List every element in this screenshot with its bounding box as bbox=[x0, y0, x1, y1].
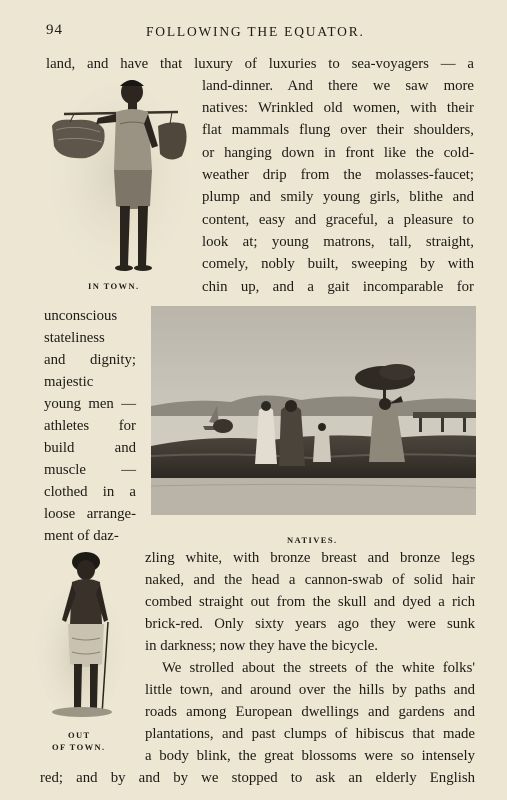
body-line: muscle — bbox=[44, 462, 136, 478]
body-line: loose arrange- bbox=[44, 506, 136, 522]
in-town-caption: IN TOWN. bbox=[88, 281, 140, 291]
body-line: in darkness; now they have the bicycle. bbox=[145, 638, 378, 654]
body-line: land, and have that luxury of luxuries to sea-voyagers — a bbox=[46, 56, 474, 72]
body-line: naked, and the head a cannon-swab of solid hair bbox=[145, 572, 475, 588]
out-of-town-illustration bbox=[36, 548, 124, 720]
body-line: unconscious bbox=[44, 308, 118, 324]
body-line: flat mammals flung over their shoulders, bbox=[202, 122, 474, 138]
running-title: FOLLOWING THE EQUATOR. bbox=[146, 24, 365, 39]
body-line: land-dinner. And there we saw more bbox=[202, 78, 474, 94]
body-line: weather drip from the molasses-faucet; bbox=[202, 167, 474, 183]
body-line: chin up, and a gait incomparable for bbox=[202, 279, 474, 295]
body-line: and dignity; bbox=[44, 352, 136, 368]
body-line: red; and by and by we stopped to ask an elderly English bbox=[40, 770, 475, 786]
body-line: look at; young matrons, tall, straight, bbox=[202, 234, 474, 250]
out-of-town-caption-line1: OUT bbox=[68, 730, 91, 740]
body-line: clothed in a bbox=[44, 484, 136, 500]
body-line: plantations, and past clumps of hibiscus that made bbox=[145, 726, 475, 742]
body-line: We strolled about the streets of the white folks' bbox=[162, 660, 475, 676]
body-line: roads among European dwellings and gardens and bbox=[145, 704, 475, 720]
in-town-illustration bbox=[46, 74, 192, 278]
body-line: majestic bbox=[44, 374, 94, 390]
body-line: brick-red. Only sixty years ago they were sunk bbox=[145, 616, 475, 632]
body-line: zling white, with bronze breast and bronze legs bbox=[145, 550, 475, 566]
running-header bbox=[46, 22, 462, 42]
body-line: comely, nobly built, sweeping by with bbox=[202, 256, 474, 272]
natives-photo bbox=[151, 306, 476, 515]
body-line: little town, and around over the hills by paths and bbox=[145, 682, 475, 698]
body-line: stateliness bbox=[44, 330, 105, 346]
body-line: natives: Wrinkled old women, with their bbox=[202, 100, 474, 116]
body-line: athletes for bbox=[44, 418, 136, 434]
body-line: ment of daz- bbox=[44, 528, 119, 544]
natives-caption: NATIVES. bbox=[287, 535, 338, 545]
page-number: 94 bbox=[46, 22, 63, 38]
body-line: content, easy and graceful, a pleasure to bbox=[202, 212, 474, 228]
body-line: young men — bbox=[44, 396, 136, 412]
out-of-town-caption-line2: OF TOWN. bbox=[52, 742, 106, 752]
body-line: build and bbox=[44, 440, 136, 456]
body-line: combed straight out from the skull and dyed a rich bbox=[145, 594, 475, 610]
body-line: or hanging down in front like the cold- bbox=[202, 145, 474, 161]
body-line: plump and smily young girls, blithe and bbox=[202, 189, 474, 205]
body-line: a body blink, the great blossoms were so intensely bbox=[145, 748, 475, 764]
